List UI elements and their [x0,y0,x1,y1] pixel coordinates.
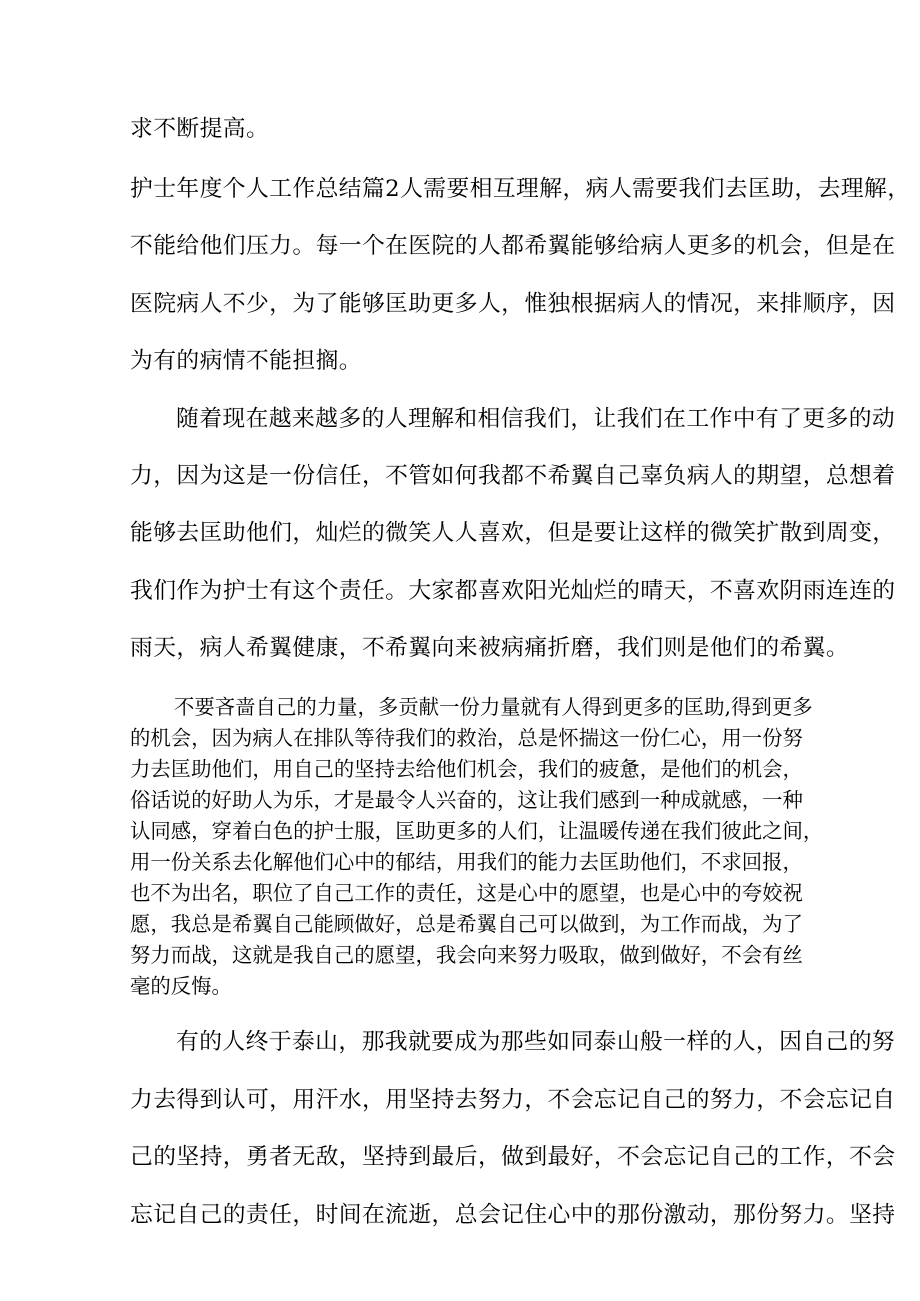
text-line: 力，因为这是一份信任，不管如何我都不希翼自己辜负病人的期望，总想着 [130,463,896,489]
text-line: 能够去匡助他们，灿烂的微笑人人喜欢，但是要让这样的微笑扩散到周变， [130,520,896,546]
text-line: 不能给他们压力。每一个在医院的人都希翼能够给病人更多的机会，但是在 [130,233,896,259]
text-line: 为有的病情不能担搁。 [130,348,362,374]
text-line: 愿，我总是希翼自己能顾做好，总是希翼自己可以做到，为工作而战，为了 [130,912,803,936]
text-line: 俗话说的好助人为乐，才是最令人兴奋的，这让我们感到一种成就感，一种 [130,788,803,812]
text-line: 努力而战，这就是我自己的愿望，我会向来努力吸取，做到做好，不会有丝 [130,943,803,967]
text-line: 有的人终于泰山，那我就要成为那些如同泰山般一样的人，因自己的努 [176,1029,896,1055]
text-line: 力去匡助他们，用自己的坚持去给他们机会，我们的疲惫，是他们的机会， [130,757,803,781]
text-line: 雨天，病人希翼健康，不希翼向来被病痛折磨，我们则是他们的希翼。 [130,635,850,661]
text-line: 用一份关系去化解他们心中的郁结，用我们的能力去匡助他们，不求回报， [130,850,803,874]
text-line: 不要吝啬自己的力量，多贡献一份力量就有人得到更多的匡助,得到更多 [174,695,813,719]
text-line: 我们作为护士有这个责任。大家都喜欢阳光灿烂的晴天，不喜欢阴雨连连的 [130,578,896,604]
text-line: 毫的反悔。 [130,974,232,998]
text-line: 护士年度个人工作总结篇2人需要相互理解，病人需要我们去匡助，去理解， [130,176,911,202]
text-line: 求不断提高。 [130,116,270,142]
text-line: 的机会，因为病人在排队等待我们的救治，总是怀揣这一份仁心，用一份努 [130,726,803,750]
text-line: 力去得到认可，用汗水，用坚持去努力，不会忘记自己的努力，不会忘记自 [130,1087,896,1113]
text-line: 也不为出名，职位了自己工作的责任，这是心中的愿望，也是心中的夸姣祝 [130,881,803,905]
text-line: 认同感，穿着白色的护士服，匡助更多的人们，让温暖传递在我们彼此之间， [130,819,824,843]
text-line: 己的坚持，勇者无敌，坚持到最后，做到最好，不会忘记自己的工作，不会 [130,1144,896,1170]
text-line: 医院病人不少，为了能够匡助更多人，惟独根据病人的情况，来排顺序，因 [130,291,896,317]
text-line: 忘记自己的责任，时间在流逝，总会记住心中的那份激动，那份努力。坚持 [130,1202,896,1228]
text-line: 随着现在越来越多的人理解和相信我们，让我们在工作中有了更多的动 [176,406,896,432]
